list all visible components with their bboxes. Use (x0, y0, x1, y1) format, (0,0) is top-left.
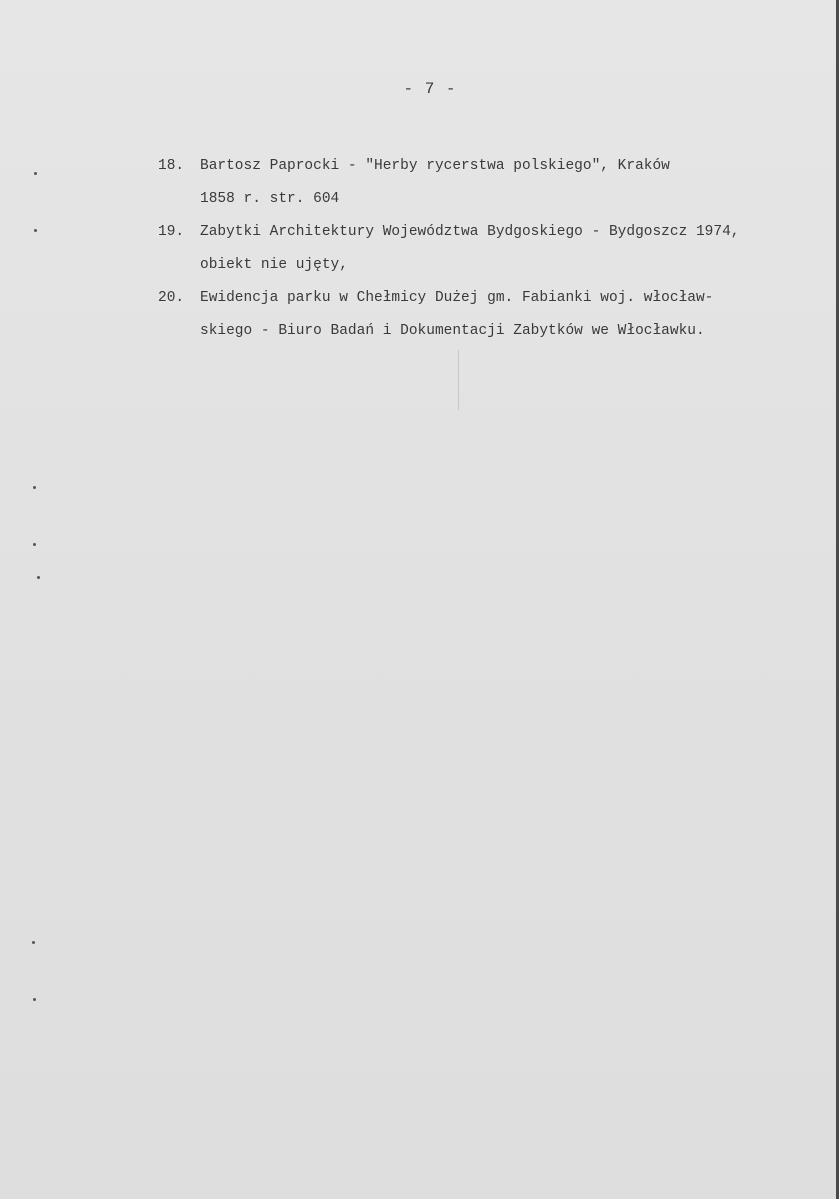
reference-item-18 (158, 150, 838, 216)
reference-number: 19. (158, 224, 185, 240)
margin-speck (37, 576, 40, 579)
reference-text-continuation: 1858 r. str. 604 (200, 191, 340, 207)
page-number: - 7 - (403, 80, 457, 98)
paper-fold-mark (458, 350, 459, 410)
reference-list (158, 150, 838, 348)
margin-speck (33, 486, 36, 489)
margin-speck (32, 941, 35, 944)
reference-number: 18. (158, 158, 185, 174)
reference-item-20 (158, 282, 838, 348)
reference-text-line: Zabytki Architektury Województwa Bydgoskiego - Bydgoszcz 1974, (200, 224, 740, 240)
margin-speck (34, 229, 37, 232)
reference-text-continuation: obiekt nie ujęty, (200, 257, 348, 273)
reference-text-continuation: skiego - Biuro Badań i Dokumentacji Zabytków we Włocławku. (200, 323, 705, 339)
margin-speck (34, 172, 37, 175)
reference-text-line: Bartosz Paprocki - "Herby rycerstwa polskiego", Kraków (200, 158, 670, 174)
reference-item-19 (158, 216, 838, 282)
reference-text-line: Ewidencja parku w Chełmicy Dużej gm. Fabianki woj. włocław- (200, 290, 714, 306)
reference-number: 20. (158, 290, 185, 306)
margin-speck (33, 543, 36, 546)
margin-speck (33, 998, 36, 1001)
